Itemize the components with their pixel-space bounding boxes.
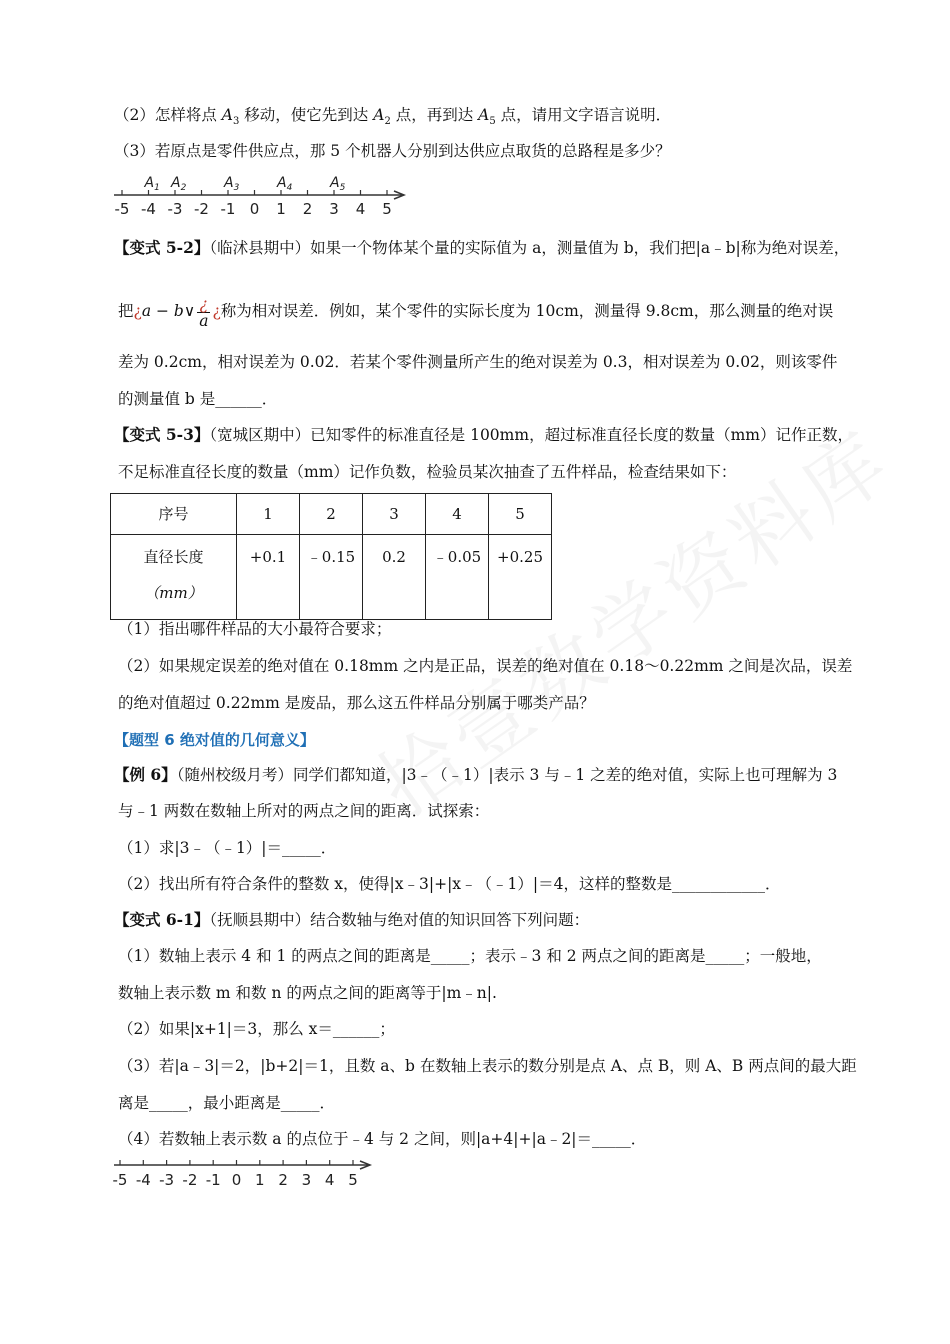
point-label-subscript: 4 [286,183,293,193]
table-cell: 2 [300,494,363,535]
tick-label: 5 [382,200,392,218]
point-label-subscript: 3 [233,183,240,193]
example-6-line-1: 【例 6】（随州校级月考）同学们都知道，|3﹣（﹣1）|表示 3 与﹣1 之差的绝对值，实际上也可理解为 3 [114,765,838,784]
variant-6-1-q1-line-1: （1）数轴上表示 4 和 1 的两点之间的距离是_____；表示﹣3 和 2 两点之间的距离是_____；一般地， [118,947,822,965]
point-label-subscript: 1 [154,183,160,193]
point-label: $A_5$ [330,175,346,193]
tick-label: 0 [249,200,260,218]
question-3: （3）若原点是零件供应点，那 5 个机器人分别到达供应点取货的总路程是多少？ [114,142,671,160]
variant-6-1-q3-line-2: 离是_____，最小距离是_____． [118,1094,336,1112]
variant-6-1-q3-line-1: （3）若|a﹣3|＝2，|b+2|＝1，且数 a、b 在数轴上表示的数分别是点 A、点 B，则 A、B 两点间的最大距 [118,1057,857,1075]
variant-tag: 【变式 6-1】 [114,910,210,929]
number-line [110,1155,380,1191]
point-label-subscript: 2 [180,183,187,193]
table-cell: +0.25 [489,535,552,620]
example-6-q2: （2）找出所有符合条件的整数 x，使得|x﹣3|+|x﹣（﹣1）|＝4，这样的整数是____________． [118,875,781,893]
point-label: $A_2$ [171,175,187,193]
point-label: $A_4$ [277,175,293,193]
variant-5-3-line-2: 不足标准直径长度的数量（mm）记作负数，检验员某次抽查了五件样品，检查结果如下： [118,463,737,481]
variant-tag: 【变式 5-2】 [114,238,210,257]
variant-5-2-line-1: 【变式 5-2】（临沭县期中）如果一个物体某个量的实际值为 a，测量值为 b，我们把|a﹣b|称为绝对误差， [114,238,850,257]
variant-6-1-line-1: 【变式 6-1】（抚顺县期中）结合数轴与绝对值的知识回答下列问题： [114,910,590,929]
question-2: （2）怎样将点 $A_3$ 移动，使它先到达 $A_2$ 点，再到达 $A_5$ 点，请用文字语言说明． [114,106,672,128]
example-6-line-2: 与﹣1 两数在数轴上所对的两点之间的距离．试探索： [118,802,490,820]
table-cell: 0.2 [363,535,426,620]
example-6-q1: （1）求|3﹣（﹣1）|＝_____． [118,839,337,857]
table-cell: 5 [489,494,552,535]
tick-label: -4 [141,200,156,218]
table-cell: 3 [363,494,426,535]
sample-table [110,493,552,620]
tick-label: -3 [159,1171,175,1189]
tick-label: 2 [302,200,313,218]
tick-label: -2 [194,200,209,218]
variant-5-3-line-1: 【变式 5-3】（宽城区期中）已知零件的标准直径是 100mm，超过标准直径长度的数量（mm）记作正数， [114,425,853,444]
tick-label: 4 [324,1171,335,1189]
section-heading: 【题型 6 绝对值的几何意义】 [114,731,315,749]
variant-5-3-q1: （1）指出哪件样品的大小最符合要求； [118,620,392,638]
point-label-subscript: 5 [339,183,346,193]
tick-label: 3 [301,1171,312,1189]
tick-label: -4 [135,1171,151,1189]
tick-label: 4 [355,200,366,218]
relative-error-fraction: $\frac{¿}{a}$ [199,294,209,330]
tick-label: -1 [220,200,236,218]
variant-5-2-line-3: 差为 0.2cm，相对误差为 0.02．若某个零件测量所产生的绝对误差为 0.3，相对误差为 0.02，则该零件 [118,353,838,371]
variant-6-1-q2: （2）如果|x+1|＝3，那么 x＝______； [118,1020,395,1038]
variant-5-2-line-2: 把¿a − b∨ $\frac{¿}{a}$ ¿称为相对误差．例如，某个零件的实际长度为 10cm，测量得 9.8cm，那么测量的绝对误 [118,294,834,330]
variant-tag: 【变式 5-3】 [114,425,210,444]
variant-5-2-line-4: 的测量值 b 是______． [118,390,278,408]
tick-label: 5 [348,1171,358,1189]
table-row-label: 直径长度 （mm） [111,535,237,620]
tick-label: 0 [231,1171,242,1189]
tick-label: 2 [278,1171,288,1189]
variant-6-1-q4: （4）若数轴上表示数 a 的点位于﹣4 与 2 之间，则|a+4|+|a﹣2|＝_____． [118,1130,647,1148]
table-cell: ﹣0.05 [426,535,489,620]
tick-label: -5 [112,1171,128,1189]
table-header-row [111,494,552,535]
number-line-with-points [110,170,410,220]
table-cell: 序号 [111,494,237,535]
example-tag: 【例 6】 [114,765,177,784]
tick-label: -5 [114,200,130,218]
table-cell: 4 [426,494,489,535]
table-cell: ﹣0.15 [300,535,363,620]
variant-6-1-q1-line-2: 数轴上表示数 m 和数 n 的两点之间的距离等于|m﹣n|. [118,984,497,1002]
tick-label: 3 [329,200,339,218]
point-label: $A_3$ [224,175,240,193]
table-cell: +0.1 [237,535,300,620]
tick-label: -3 [167,200,183,218]
variant-5-3-q2-line-2: 的绝对值超过 0.22mm 是废品，那么这五件样品分别属于哪类产品？ [118,694,595,712]
table-row [111,535,552,620]
point-label: $A_1$ [144,175,160,193]
table-cell: 1 [237,494,300,535]
tick-label: -2 [182,1171,198,1189]
tick-label: 1 [255,1171,265,1189]
variant-5-3-q2-line-1: （2）如果规定误差的绝对值在 0.18mm 之内是正品，误差的绝对值在 0.18～0.22mm 之间是次品，误差 [118,657,853,675]
tick-label: -1 [205,1171,221,1189]
tick-label: 1 [276,200,286,218]
